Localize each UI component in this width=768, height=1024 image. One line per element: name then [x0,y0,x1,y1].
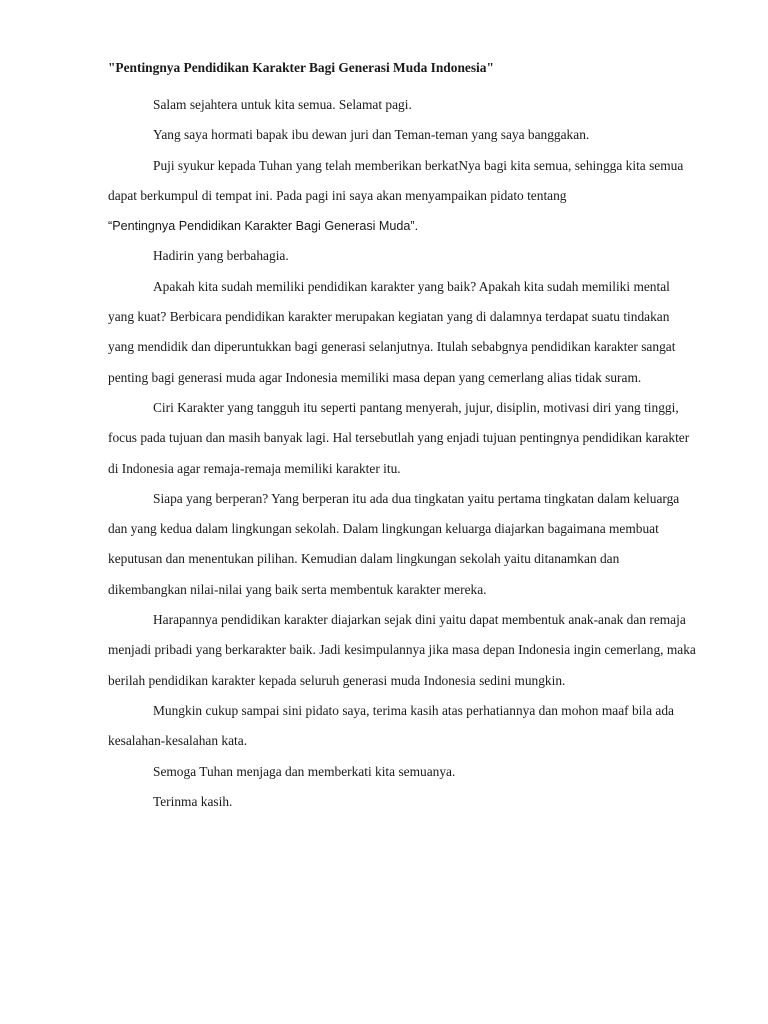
paragraph-closing: Mungkin cukup sampai sini pidato saya, terima kasih atas perhatiannya dan mohon maaf bila ada kesalahan-kesalahan kata. [108,702,674,749]
paragraph-gratitude-text: Puji syukur kepada Tuhan yang telah memberikan berkatNya bagi kita semua, sehingga kita semua dapat berkumpul di tempat ini. Pada pagi ini saya akan menyampaikan pidato tentang [108,157,684,203]
paragraph-audience: Hadirin yang berbahagia. [153,248,289,264]
paragraph-character-traits: Ciri Karakter yang tangguh itu seperti pantang menyerah, jujur, disiplin, motivasi diri yang tinggi, focus pada tujuan dan masih banyak lagi. Hal tersebutlah yang enjadi tujuan pentingnya pendidikan karakter di Indonesia agar remaja-remaja memiliki karakter itu. [108,399,690,476]
paragraph-blessing: Semoga Tuhan menjaga dan memberkati kita semuanya. [153,763,456,779]
paragraph-respects: Yang saya hormati bapak ibu dewan juri dan Teman-teman yang saya banggakan. [153,127,590,143]
paragraph-gratitude [108,151,698,242]
paragraph-conclusion: Harapannya pendidikan karakter diajarkan sejak dini yaitu dapat membentuk anak-anak dan remaja menjadi pribadi yang berkarakter baik. Jadi kesimpulannya jika masa depan Indonesia ingin cemerlang, maka berilah pendidikan karakter kepada seluruh generasi muda Indonesia sedini mungkin. [108,612,696,688]
paragraph-roles: Siapa yang berperan? Yang berperan itu ada dua tingkatan yaitu pertama tingkatan dalam keluarga dan yang kedua dalam lingkungan sekolah. Dalam lingkungan keluarga diajarkan bagaimana membuat keputusan dan menentukan pilihan. Kemudian dalam lingkungan sekolah yaitu ditanamkan dan dikembangkan nilai-nilai yang baik serta membentuk karakter mereka. [108,490,680,597]
document-title: "Pentingnya Pendidikan Karakter Bagi Generasi Muda Indonesia" [108,60,494,75]
document-body [108,90,698,817]
paragraph-question: Apakah kita sudah memiliki pendidikan karakter yang baik? Apakah kita sudah memiliki mental yang kuat? Berbicara pendidikan karakter merupakan kegiatan yang di dalamnya terdapat suatu tindakan yang mendidik dan diperuntukkan bagi generasi selanjutnya. Itulah sebabgnya pendidikan karakter sangat penting bagi generasi muda agar Indonesia memiliki masa depan yang cemerlang alias tidak suram. [108,278,676,385]
paragraph-thanks: Terinma kasih. [153,793,233,809]
speech-topic: “Pentingnya Pendidikan Karakter Bagi Generasi Muda”. [108,219,419,234]
paragraph-greeting: Salam sejahtera untuk kita semua. Selamat pagi. [153,97,412,112]
